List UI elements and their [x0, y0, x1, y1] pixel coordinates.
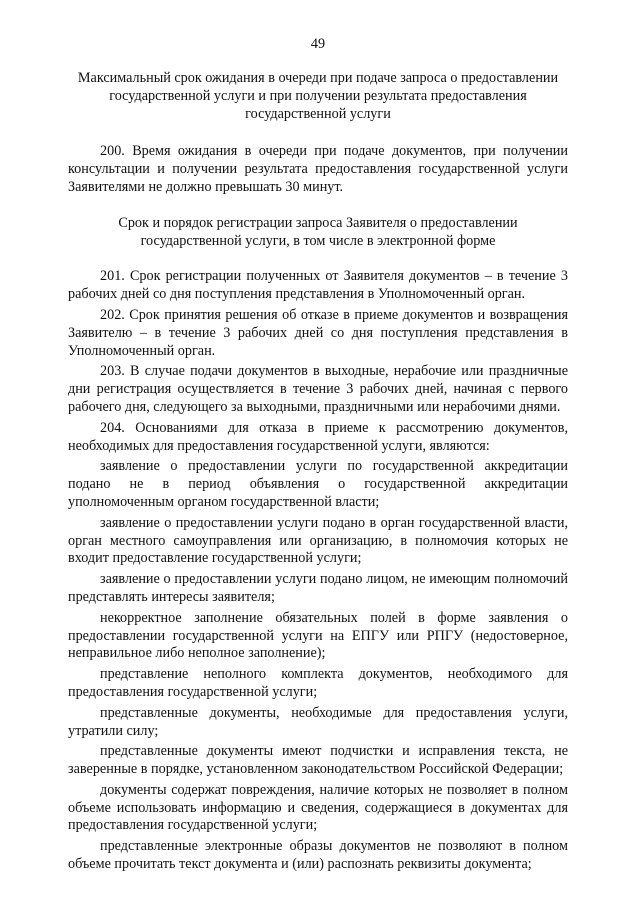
refusal-ground-item: документы содержат повреждения, наличие которых не позволяет в полном объеме использовать информацию и сведения, содержащиеся в документах для предоставления государственной услуги; — [68, 781, 568, 834]
refusal-ground-item: некорректное заполнение обязательных полей в форме заявления о предоставлении государственной услуги на ЕПГУ или РПГУ (недостоверное, неправильное либо неполное заполнение); — [68, 609, 568, 662]
refusal-ground-item: представленные документы имеют подчистки и исправления текста, не заверенные в порядке, установленном законодательством Российской Федерации; — [68, 743, 568, 778]
refusal-ground-item: заявление о предоставлении услуги подано в орган государственной власти, орган местного самоуправления или организацию, в полномочия которых не входит предоставление государственной услуги; — [68, 514, 568, 567]
paragraph-201: 201. Срок регистрации полученных от Заявителя документов – в течение 3 рабочих дней со дня поступления представления в Уполномоченный орган. — [68, 268, 568, 303]
refusal-ground-item: заявление о предоставлении услуги подано лицом, не имеющим полномочий представлять интересы заявителя; — [68, 571, 568, 605]
paragraph-203: 203. В случае подачи документов в выходные, нерабочие или праздничные дни регистрация осуществляется в течение 3 рабочих дней, начиная с первого рабочего дня, следующего за выходными, праздничными или нерабочими днями. — [68, 363, 568, 415]
refusal-ground-item: представленные электронные образы документов не позволяют в полном объеме прочитать текст документа и (или) распознать реквизиты документа; — [68, 838, 568, 873]
section-heading-waiting-time: Максимальный срок ожидания в очереди при подаче запроса о предоставлении государственной услуги и при получении результата предоставления государственной услуги — [77, 70, 559, 122]
paragraph-202: 202. Срок принятия решения об отказе в приеме документов и возвращения Заявителю – в течение 3 рабочих дней со дня поступления представления в Уполномоченный орган. — [68, 306, 568, 359]
page-number: 49 — [310, 36, 326, 52]
refusal-ground-item: представленные документы, необходимые для предоставления услуги, утратили силу; — [68, 704, 568, 739]
section-heading-registration: Срок и порядок регистрации запроса Заявителя о предоставлении государственной услуги, в том числе в электронной форме — [118, 214, 518, 249]
refusal-ground-item: заявление о предоставлении услуги по государственной аккредитации подано не в период объявления о государственной аккредитации уполномоченным органом государственной власти; — [68, 458, 568, 510]
refusal-ground-item: представление неполного комплекта документов, необходимого для предоставления государственной услуги; — [68, 666, 568, 700]
paragraph-204: 204. Основаниями для отказа в приеме к рассмотрению документов, необходимых для предоставления государственной услуги, являются: — [68, 419, 568, 454]
paragraph-200: 200. Время ожидания в очереди при подаче документов, при получении консультации и получении результата предоставления государственной услуги Заявителями не должно превышать 30 минут. — [68, 143, 568, 195]
